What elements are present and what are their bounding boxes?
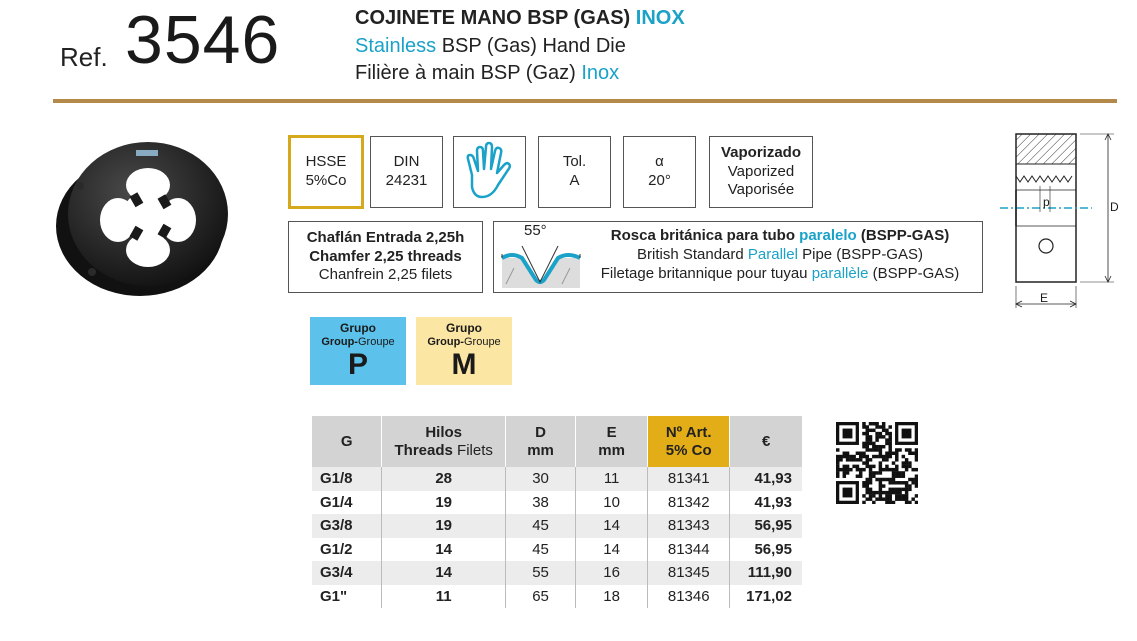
cell-g: G1/8 (312, 467, 382, 491)
cell-e: 11 (576, 467, 648, 491)
group-p-line2a: Group- (321, 336, 358, 348)
col-article-line2: 5% Co (665, 441, 712, 459)
cell-g: G1" (320, 587, 348, 605)
hsse-line2: 5%Co (305, 172, 347, 189)
cell-threads: 11 (382, 585, 506, 609)
cell-d: 45 (506, 538, 576, 562)
table-body (312, 467, 802, 608)
table-row (312, 467, 802, 491)
col-d (506, 416, 576, 467)
vapor-en: Vaporized (727, 162, 795, 180)
table-header-row (312, 416, 802, 467)
header-divider (53, 99, 1117, 103)
table-row (312, 491, 802, 515)
col-e-line1: E (606, 423, 617, 441)
hsse-line1: HSSE (305, 153, 347, 171)
group-p-line1: Grupo (340, 321, 376, 335)
thread-en-b: Parallel (747, 245, 798, 263)
col-d-line2: mm (527, 441, 554, 459)
title-es-main: COJINETE MANO BSP (GAS) (355, 7, 631, 29)
cell-e: 10 (576, 491, 648, 515)
group-m-line1: Grupo (446, 321, 482, 335)
cell-price: 56,95 (730, 538, 802, 562)
thread-es-c: (BSPP-GAS) (860, 227, 950, 244)
group-m-line2b: Groupe (463, 336, 501, 348)
cell-article: 81342 (648, 491, 730, 515)
cell-e: 14 (576, 514, 648, 538)
cell-e: 14 (576, 538, 648, 562)
col-article (648, 416, 730, 467)
title-fr-main: Filière à main BSP (Gaz) (355, 62, 576, 84)
thread-es-b: paralelo (799, 227, 857, 244)
cell-threads: 14 (382, 538, 506, 562)
cell-article: 81343 (648, 514, 730, 538)
cell-d: 30 (506, 467, 576, 491)
cell-g: G3/4 (312, 561, 382, 585)
cell-d: 38 (506, 491, 576, 515)
table-row (312, 561, 802, 585)
title-en-rest: BSP (Gas) Hand Die (441, 35, 626, 57)
title-english (355, 36, 626, 56)
thread-fr-a: Filetage britannique pour tuyau (600, 264, 808, 282)
table-row (312, 538, 802, 562)
title-french (355, 63, 619, 83)
alpha-line2: 20° (648, 172, 671, 189)
title-en-stainless: Stainless (355, 35, 437, 57)
chamfer-es: Chaflán Entrada 2,25h (306, 228, 465, 246)
cell-d: 55 (506, 561, 576, 585)
col-threads (382, 416, 506, 467)
col-d-line1: D (535, 423, 546, 441)
cell-article: 81341 (648, 467, 730, 491)
cell-article: 81346 (648, 585, 730, 609)
thread-es-a: Rosca británica para tubo (610, 227, 795, 244)
col-g: G (312, 416, 382, 467)
vapor-fr: Vaporisée (727, 181, 795, 199)
thread-fr (582, 265, 978, 284)
cell-g: G1/4 (320, 493, 353, 511)
thread-es (582, 227, 978, 246)
din-box (370, 136, 443, 208)
thread-type-box (493, 221, 983, 293)
cell-price: 171,02 (730, 585, 802, 609)
thread-en (582, 246, 978, 265)
col-threads-line2b: Filets (457, 441, 493, 459)
group-badge-m (416, 317, 512, 385)
table-row (312, 514, 802, 538)
group-p-line2 (310, 336, 406, 348)
ref-number: 3546 (125, 2, 281, 78)
din-line1: DIN (393, 153, 420, 171)
hand-die-photo (52, 130, 232, 300)
chamfer-en: Chamfer 2,25 threads (309, 247, 462, 265)
group-m-line2 (416, 336, 512, 348)
tolerance-box (538, 136, 611, 208)
table-row (312, 585, 802, 609)
group-m-letter: M (451, 348, 477, 381)
cell-article: 81344 (648, 538, 730, 562)
vapor-box (709, 136, 813, 208)
thread-en-c: Pipe (BSPP-GAS) (802, 245, 923, 263)
cell-price: 111,90 (730, 561, 802, 585)
cell-threads: 19 (382, 491, 506, 515)
alpha-line1: α (655, 153, 664, 171)
title-spanish (355, 8, 685, 28)
col-article-line1: Nº Art. (665, 423, 712, 441)
cell-g: G1/2 (320, 540, 353, 558)
chamfer-fr: Chanfrein 2,25 filets (318, 266, 453, 284)
product-table (312, 416, 802, 608)
thread-fr-c: (BSPP-GAS) (872, 264, 960, 282)
tol-line1: Tol. (562, 153, 587, 171)
cell-threads: 14 (382, 561, 506, 585)
group-m-line2a: Group- (427, 336, 464, 348)
cell-threads: 28 (382, 467, 506, 491)
qr-code (836, 422, 918, 504)
drawing-label-e: E (1040, 291, 1049, 305)
tol-line2: A (569, 172, 580, 189)
title-es-inox: INOX (635, 7, 685, 29)
title-fr-inox: Inox (581, 62, 620, 84)
technical-drawing (996, 126, 1124, 316)
cell-price: 41,93 (730, 467, 802, 491)
group-p-line2b: Groupe (357, 336, 395, 348)
cell-d: 65 (506, 585, 576, 609)
thread-fr-b: parallèle (811, 264, 869, 282)
hand-use-box (453, 136, 526, 208)
col-price: € (730, 416, 802, 467)
group-p-letter: P (347, 348, 368, 381)
col-e-line2: mm (598, 441, 625, 459)
col-e (576, 416, 648, 467)
thread-en-a: British Standard (637, 245, 744, 263)
cell-threads: 19 (382, 514, 506, 538)
cell-price: 56,95 (730, 514, 802, 538)
group-badge-p (310, 317, 406, 385)
cell-d: 45 (506, 514, 576, 538)
cell-price: 41,93 (730, 491, 802, 515)
thread-angle-label: 55° (524, 222, 547, 239)
din-line2: 24231 (385, 172, 428, 189)
cell-e: 18 (576, 585, 648, 609)
drawing-label-p: p (1043, 195, 1050, 209)
material-hsse-box (288, 135, 364, 209)
angle-box (623, 136, 696, 208)
chamfer-box (288, 221, 483, 293)
col-threads-line1: Hilos (425, 423, 463, 441)
cell-e: 16 (576, 561, 648, 585)
vapor-es: Vaporizado (720, 143, 802, 161)
hand-icon (454, 137, 525, 207)
col-threads-line2a: Threads (394, 441, 453, 459)
drawing-label-d: D (1110, 200, 1119, 214)
ref-label: Ref. (60, 42, 108, 72)
cell-g: G3/8 (312, 514, 382, 538)
cell-article: 81345 (648, 561, 730, 585)
